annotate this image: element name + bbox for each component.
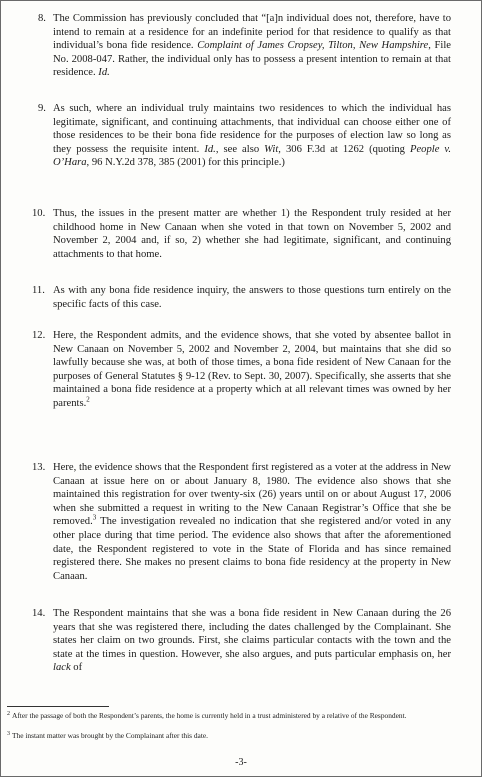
italic-text: People v. O’Hara (53, 143, 452, 169)
page-number: -3- (235, 757, 247, 768)
paragraph-14 (32, 607, 451, 675)
paragraph-text (53, 461, 451, 583)
footnote-text: After the passage of both the Respondent’s parents, the home is currently held in a trust administered by a relative of the Respondent. (12, 711, 407, 720)
paragraph-number: 12. (32, 330, 46, 341)
paragraph-number: 8. (38, 13, 46, 24)
paragraph-number: 13. (32, 462, 46, 473)
text-run: As with any bona fide residence inquiry, the answers to those questions turn entirely on the specific facts of this case. (53, 285, 451, 310)
paragraph-text (53, 329, 451, 411)
footnote-3 (7, 731, 461, 740)
paragraph-8 (38, 12, 451, 80)
italic-text: Id. (98, 67, 110, 79)
text-run: Here, the Respondent admits, and the evidence shows, that she voted by absentee ballot in New Canaan on November 5, 2002 and November 2, 2004, but maintains that she did so lawfully because she was, at both of those times, a bona fide resident of New Canaan for the purposes of General Statutes § 9-12 (Rev. to Sept. 30, 2007). Specifically, she asserts that she maintained a bona fide residence at a property which at all relevant times was owned by her parents. (53, 330, 451, 409)
text-run: The investigation revealed no indication that she registered and/or voted in any other place during that time period. The evidence also shows that after the aforementioned date, the Respondent registered to vote in the State of Florida and has since remained registered there. She makes no present claims to bona fide residency at the property in New Canaan. (53, 516, 451, 582)
text-run: Here, the evidence shows that the Respondent first registered as a voter at the address in New Canaan at issue here on or about January 8, 1980. The evidence also shows that she maintained this registration for over twenty-six (26) years until on or about August 17, 2006 when she submitted a request in writing to the New Canaan Registrar’s Office that she be removed. (53, 462, 451, 528)
paragraph-text (53, 207, 451, 261)
footnote-reference: 2 (86, 395, 90, 404)
paragraph-12 (32, 329, 451, 411)
text-run: , 306 F.3d at 1262 (quoting (278, 143, 410, 155)
paragraph-10 (32, 207, 451, 261)
footnote-2 (7, 711, 461, 720)
italic-text: Complaint of James Cropsey, Tilton, New Hampshire (197, 40, 429, 52)
text-run: of (70, 662, 83, 674)
paragraph-text (53, 12, 451, 80)
paragraph-11 (32, 284, 451, 311)
text-run: , File No. 2008-047. Rather, the individual only has to possess a present intention to remain at that residence. (53, 40, 451, 79)
italic-text: Wit (264, 143, 279, 155)
paragraph-number: 9. (38, 103, 46, 114)
text-run: Thus, the issues in the present matter are whether 1) the Respondent truly resided at her childhood home in New Canaan when she voted in that town on November 5, 2002 and November 2, 2004 and, if so, 2) whether she had legitimate, significant, and continuing attachments to that home. (53, 208, 451, 260)
text-run: As such, where an individual truly maintains two residences to which the individual has legitimate, significant, and continuing attachments, that individual can choose either one of those residences to be their bona fide residence for the purposes of election law so long as they possess the requisite intent. (53, 103, 451, 155)
footnote-marker: 3 (7, 730, 10, 737)
paragraph-text (53, 607, 451, 675)
footnote-marker: 2 (7, 710, 10, 717)
text-run: , 96 N.Y.2d 378, 385 (2001) for this principle.) (86, 157, 285, 169)
italic-text: lack (53, 662, 71, 674)
paragraph-text (53, 102, 451, 170)
paragraph-number: 14. (32, 608, 46, 619)
footnote-divider (7, 706, 109, 707)
paragraph-number: 10. (32, 208, 46, 219)
paragraph-9 (38, 102, 452, 170)
footnote-text: The instant matter was brought by the Complainant after this date. (12, 731, 209, 740)
text-run: The Commission has previously concluded that “[a]n individual does not, therefore, have to intend to remain at a residence for an indefinite period for that residence to qualify as that individual’s bona fide residence. (53, 13, 451, 52)
italic-text: Id. (204, 143, 216, 155)
footnote-reference: 3 (92, 513, 97, 522)
text-run: , see also (215, 143, 265, 155)
text-run: The Respondent maintains that she was a bona fide resident in New Canaan during the 26 years that she was registered there, including the dates challenged by the Complainant. She states her claim on two grounds. First, she claims particular contacts with the town and the state at the times in question. However, she also argues, and puts particular emphasis on, her (53, 608, 451, 660)
paragraph-number: 11. (32, 285, 45, 296)
paragraph-text (53, 284, 451, 311)
paragraph-13 (32, 461, 451, 583)
